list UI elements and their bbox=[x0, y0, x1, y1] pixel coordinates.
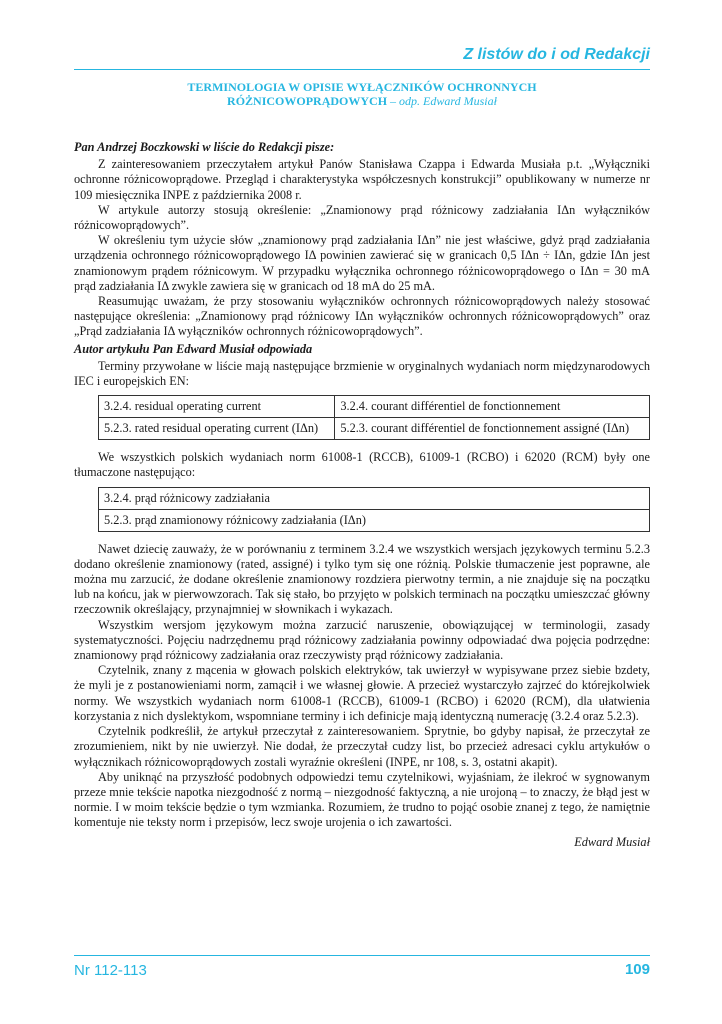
table-row bbox=[99, 418, 650, 440]
letter-heading: Pan Andrzej Boczkowski w liście do Redakcji pisze: bbox=[74, 140, 335, 154]
table-cell: 5.2.3. rated residual operating current (IΔn) bbox=[99, 418, 335, 440]
issue-number: Nr 112-113 bbox=[74, 962, 147, 979]
table-cell: 3.2.4. prąd różnicowy zadziałania bbox=[99, 487, 650, 509]
table-row bbox=[99, 396, 650, 418]
section-title: Z listów do i od Redakcji bbox=[463, 46, 650, 63]
letter-paragraph: W określeniu tym użycie słów „znamionowy prąd zadziałania IΔn” nie jest właściwe, gdyż prąd zadziałania urządzenia ochronnego różnicowoprądowego IΔ powinien zawierać się w granicach 0,5 IΔn ÷ IΔn, gdzie IΔn jest znamionowym prądem różnicowym. W przypadku wyłącznika ochronnego różnicowoprądowego o IΔn = 30 mA prąd zadziałania IΔ zwykle zawiera się w granicach od 18 mA do 25 mA. bbox=[74, 233, 650, 293]
reply-paragraph: We wszystkich polskich wydaniach norm 61008-1 (RCCB), 61009-1 (RCBO) i 62020 (RCM) były one tłumaczone następująco: bbox=[74, 450, 650, 480]
article-body bbox=[74, 140, 650, 850]
table-cell: 3.2.4. residual operating current bbox=[99, 396, 335, 418]
reply-paragraph: Nawet dziecię zauważy, że w porównaniu z terminem 3.2.4 we wszystkich wersjach językowych terminu 5.2.3 dodano określenie znamionowy (rated, assigné) i tylko tym się one różnią. Polskie tłumaczenie jest poprawne, ale można mu zarzucić, że dodane określenie znamionowy rozdziera pierwotny termin, a nie znajduje się na początku lub na końcu, jak w pierwowzorach. Tak się stało, bo przyjęto w polskich terminach na początku umieszczać główny rzeczownik określający, przynajmniej w słownikach i wykazach. bbox=[74, 541, 650, 617]
article-title-line1: TERMINOLOGIA W OPISIE WYŁĄCZNIKÓW OCHRONNYCH bbox=[187, 80, 537, 94]
footer-rule bbox=[74, 955, 650, 956]
header-rule bbox=[74, 69, 650, 70]
letter-paragraph: W artykule autorzy stosują określenie: „Znamionowy prąd różnicowy zadziałania IΔn wyłączników różnicowoprądowych”. bbox=[74, 202, 650, 233]
article-title-line2: RÓŻNICOWOPRĄDOWYCH bbox=[227, 94, 388, 108]
table-row bbox=[99, 487, 650, 509]
reply-paragraph: Wszystkim wersjom językowym można zarzucić naruszenie, obowiązującej w terminologii, zasady systematyczności. Pojęciu nadrzędnemu prąd różnicowy zadziałania powinny odpowiadać dwa pojęcia podrzędne: znamionowy prąd różnicowy zadziałania oraz rzeczywisty prąd różnicowy zadziałania. bbox=[74, 617, 650, 663]
reply-paragraph: Czytelnik podkreślił, że artykuł przeczytał z zainteresowaniem. Sprytnie, bo gdyby napisał, że przeczytał ze zrozumieniem, nikt by nie uwierzył. Nie dodał, że przeczytał cudzy list, bo przecież adresaci cyklu artykułów o wyłącznikach różnicowoprądowych zostali wyraźnie określeni (INPE, nr 108, s. 3, ostatni akapit). bbox=[74, 724, 650, 769]
terms-table-polish bbox=[98, 487, 650, 532]
article-title bbox=[74, 80, 650, 108]
letter-paragraph: Reasumując uważam, że przy stosowaniu wyłączników ochronnych różnicowoprądowych należy stosować następujące określenia: „Znamionowy prąd różnicowy IΔn wyłączników ochronnych różnicowoprądowych” oraz „Prąd zadziałania IΔ wyłączników ochronnych różnicowoprądowych”. bbox=[74, 294, 650, 339]
table-cell: 3.2.4. courant différentiel de fonctionnement bbox=[335, 396, 650, 418]
table-cell: 5.2.3. prąd znamionowy różnicowy zadziałania (IΔn) bbox=[99, 509, 650, 531]
table-cell: 5.2.3. courant différentiel de fonctionnement assigné (IΔn) bbox=[335, 418, 650, 440]
letter-paragraph: Z zainteresowaniem przeczytałem artykuł Panów Stanisława Czappa i Edwarda Musiała p.t. „Wyłączniki ochronne różnicowoprądowe. Przegląd i charakterystyka współczesnych konstrukcji” opublikowany w numerze nr 109 miesięcznika INPE z października 2008 r. bbox=[74, 157, 650, 202]
terms-table-original bbox=[98, 395, 650, 440]
reply-paragraph: Terminy przywołane w liście mają następujące brzmienie w oryginalnych wydaniach norm międzynarodowych IEC i europejskich EN: bbox=[74, 358, 650, 389]
reply-paragraph: Aby uniknąć na przyszłość podobnych odpowiedzi temu czytelnikowi, wyjaśniam, że ilekroć w sygnowanym przeze mnie tekście napotka niezgodność z normą – niezgodność faktyczną, a nie urojoną – to znaczy, że błąd jest w normie. I w moim tekście będzie o tym wzmianka. Rozumiem, że trudno to pojąć osobie znanej z tego, że namiętnie komentuje nie teksty norm i przepisów, lecz swoje urojenia o ich zawartości. bbox=[74, 769, 650, 830]
reply-paragraph: Czytelnik, znany z mącenia w głowach polskich elektryków, tak uwierzył w wypisywane przez siebie bzdety, że myli je z postanowieniami norm, zamącił i we własnej głowie. A przecież wystarczyło zajrzeć do którejkolwiek normy. We wszystkich wydaniach norm 61008-1 (RCCB), 61009-1 (RCBO) i 62020 (RCM), dla ułatwienia korzystania z nich dyslektykom, wspomniane terminy i ich definicje mają identyczną numerację (3.2.4 oraz 5.2.3). bbox=[74, 663, 650, 723]
reply-heading: Autor artykułu Pan Edward Musiał odpowiada bbox=[74, 341, 313, 356]
page-number: 109 bbox=[624, 961, 650, 978]
article-author: – odp. Edward Musiał bbox=[387, 94, 497, 108]
signature: Edward Musiał bbox=[574, 834, 650, 849]
table-row bbox=[99, 509, 650, 531]
